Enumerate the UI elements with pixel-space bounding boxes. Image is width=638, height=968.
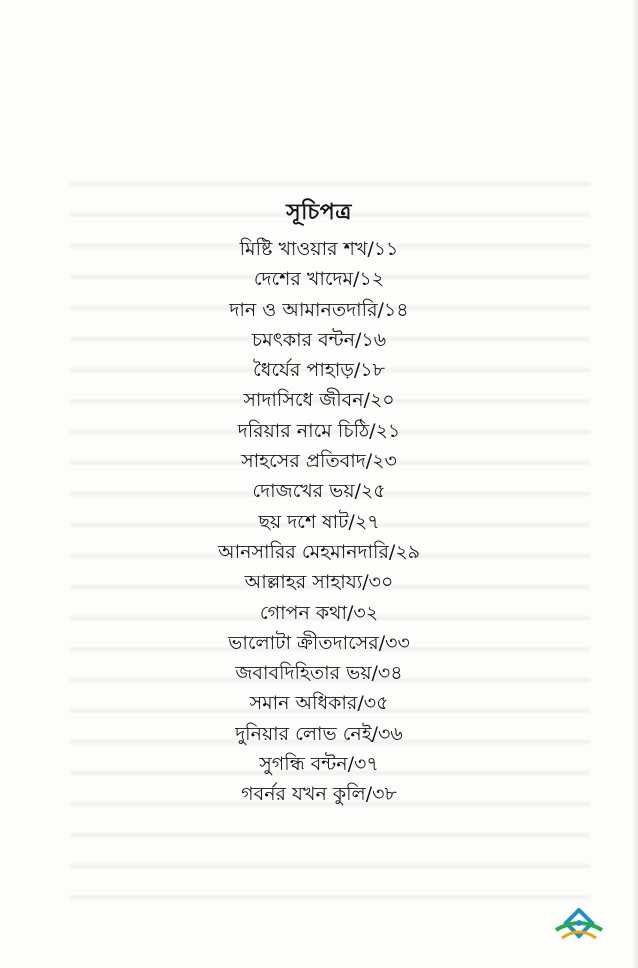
publisher-logo-icon <box>552 908 606 942</box>
toc-title: সূচিপত্র <box>286 200 352 225</box>
toc-item: সাদাসিধে জীবন/২০ <box>243 389 395 412</box>
toc-item: ভালোটা ক্রীতদাসের/৩৩ <box>228 631 410 654</box>
toc-item: দেশের খাদেম/১২ <box>253 268 385 291</box>
toc-item: সুগন্ধি বন্টন/৩৭ <box>259 753 379 776</box>
toc-item: চমৎকার বন্টন/১৬ <box>251 328 387 351</box>
toc-item: সাহসের প্রতিবাদ/২৩ <box>241 450 397 473</box>
toc-item: গোপন কথা/৩২ <box>259 601 379 624</box>
toc-item: ছয় দশে ষাট/২৭ <box>258 510 380 533</box>
toc-item: আল্লাহর সাহায্য/৩০ <box>244 571 394 594</box>
toc-item: দরিয়ার নামে চিঠি/২১ <box>237 419 401 442</box>
toc-item: সমান অধিকার/৩৫ <box>249 692 389 715</box>
toc-item: দোজখের ভয়/২৫ <box>252 480 386 503</box>
toc-item: দান ও আমানতদারি/১৪ <box>229 298 409 321</box>
toc-item: দুনিয়ার লোভ নেই/৩৬ <box>235 722 403 745</box>
toc-item: মিষ্টি খাওয়ার শখ/১১ <box>239 238 399 260</box>
toc-list <box>0 234 638 810</box>
toc-item: জবাবদিহিতার ভয়/৩৪ <box>235 662 403 685</box>
toc-item: আনসারির মেহমানদারি/২৯ <box>217 540 421 563</box>
toc-item: গবর্নর যখন কুলি/৩৮ <box>241 783 397 806</box>
table-of-contents <box>0 198 638 810</box>
toc-item: ধৈর্যের পাহাড়/১৮ <box>253 359 385 382</box>
